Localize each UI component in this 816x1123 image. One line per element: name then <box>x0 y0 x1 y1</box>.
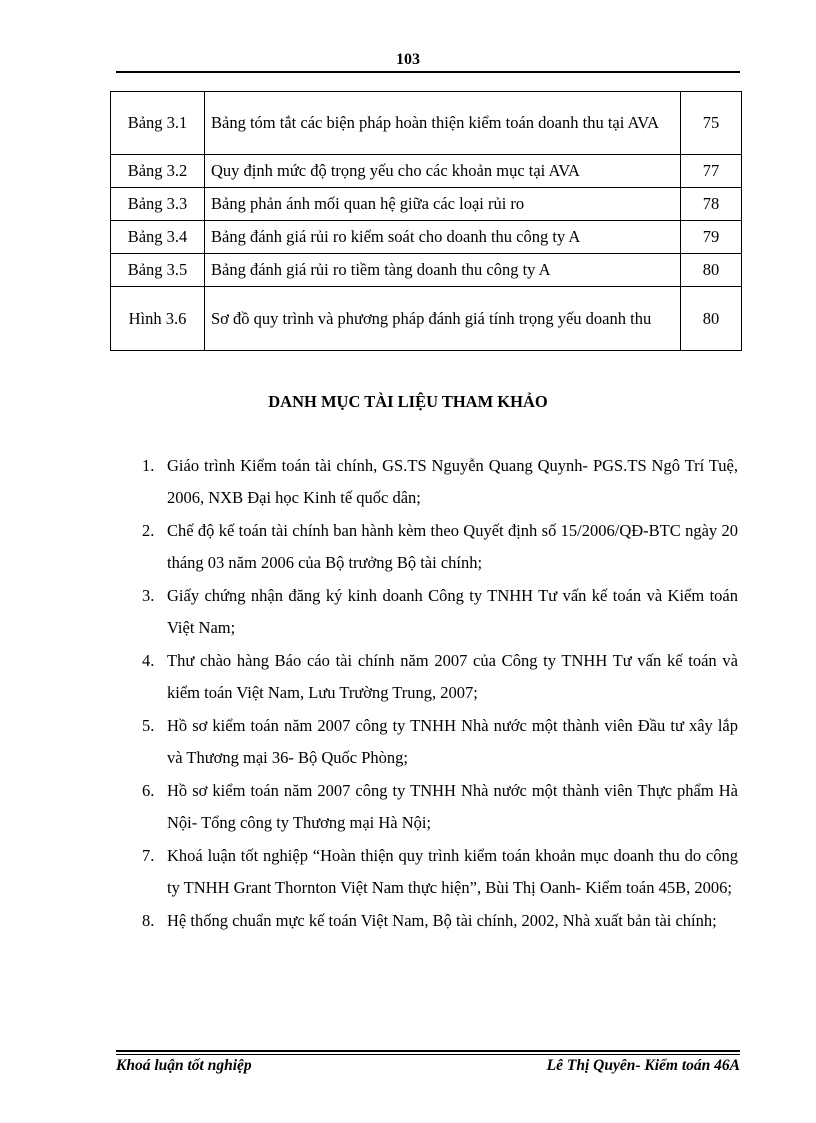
reference-text: Giáo trình Kiểm toán tài chính, GS.TS Nguyễn Quang Quynh- PGS.TS Ngô Trí Tuệ, 2006, NXB Đại học Kinh tế quốc dân; <box>167 456 738 507</box>
figure-label: Bảng 3.2 <box>111 155 205 188</box>
reference-text: Khoá luận tốt nghiệp “Hoàn thiện quy trình kiểm toán khoản mục doanh thu do công ty TNHH Grant Thornton Việt Nam thực hiện”, Bùi Thị Oanh- Kiểm toán 45B, 2006; <box>167 846 738 897</box>
reference-number: 7. <box>142 846 155 865</box>
reference-number: 3. <box>142 586 155 605</box>
figure-title: Bảng phản ánh mối quan hệ giữa các loại rủi ro <box>205 188 681 221</box>
reference-text: Giấy chứng nhận đăng ký kinh doanh Công ty TNHH Tư vấn kế toán và Kiểm toán Việt Nam; <box>167 586 738 637</box>
figure-page: 77 <box>681 155 742 188</box>
table-row <box>111 92 742 155</box>
figure-page: 80 <box>681 254 742 287</box>
table-row <box>111 287 742 351</box>
list-item <box>142 840 738 904</box>
references-heading: DANH MỤC TÀI LIỆU THAM KHẢO <box>268 392 548 411</box>
reference-number: 2. <box>142 521 155 540</box>
figure-title: Quy định mức độ trọng yếu cho các khoản mục tại AVA <box>205 155 681 188</box>
table-row <box>111 254 742 287</box>
reference-text: Thư chào hàng Báo cáo tài chính năm 2007 của Công ty TNHH Tư vấn kế toán và kiểm toán Việt Nam, Lưu Trường Trung, 2007; <box>167 651 738 702</box>
reference-number: 5. <box>142 716 155 735</box>
list-item <box>142 645 738 709</box>
figure-label: Hình 3.6 <box>111 287 205 351</box>
figure-title: Bảng đánh giá rủi ro tiềm tàng doanh thu công ty A <box>205 254 681 287</box>
reference-number: 8. <box>142 911 155 930</box>
figure-page: 80 <box>681 287 742 351</box>
figure-title: Sơ đồ quy trình và phương pháp đánh giá tính trọng yếu doanh thu <box>205 287 681 351</box>
figure-label: Bảng 3.5 <box>111 254 205 287</box>
reference-text: Hồ sơ kiểm toán năm 2007 công ty TNHH Nhà nước một thành viên Thực phẩm Hà Nội- Tổng công ty Thương mại Hà Nội; <box>167 781 738 832</box>
figures-table <box>110 91 742 351</box>
list-item <box>142 580 738 644</box>
footer-right-text: Lê Thị Quyên- Kiểm toán 46A <box>546 1057 740 1074</box>
figure-label: Bảng 3.1 <box>111 92 205 155</box>
list-item <box>142 515 738 579</box>
footer-left-text: Khoá luận tốt nghiệp <box>116 1057 252 1074</box>
list-item <box>142 450 738 514</box>
footer-rule <box>116 1050 740 1052</box>
table-row <box>111 155 742 188</box>
list-item <box>142 710 738 774</box>
figure-page: 79 <box>681 221 742 254</box>
reference-number: 1. <box>142 456 155 475</box>
figure-label: Bảng 3.3 <box>111 188 205 221</box>
figure-page: 75 <box>681 92 742 155</box>
page-number: 103 <box>396 51 420 68</box>
table-border-gap <box>376 351 438 357</box>
reference-number: 4. <box>142 651 155 670</box>
list-item <box>142 775 738 839</box>
figure-title: Bảng tóm tắt các biện pháp hoàn thiện kiểm toán doanh thu tại AVA <box>205 92 681 155</box>
header-rule <box>116 71 740 73</box>
references-list <box>142 450 738 938</box>
reference-text: Hồ sơ kiểm toán năm 2007 công ty TNHH Nhà nước một thành viên Đầu tư xây lắp và Thương mại 36- Bộ Quốc Phòng; <box>167 716 738 767</box>
table-row <box>111 188 742 221</box>
footer-rule-thin <box>116 1054 740 1055</box>
reference-number: 6. <box>142 781 155 800</box>
reference-text: Hệ thống chuẩn mực kế toán Việt Nam, Bộ tài chính, 2002, Nhà xuất bản tài chính; <box>167 911 717 930</box>
figure-label: Bảng 3.4 <box>111 221 205 254</box>
figure-title: Bảng đánh giá rủi ro kiểm soát cho doanh thu công ty A <box>205 221 681 254</box>
reference-text: Chế độ kế toán tài chính ban hành kèm theo Quyết định số 15/2006/QĐ-BTC ngày 20 tháng 03 năm 2006 của Bộ trưởng Bộ tài chính; <box>167 521 738 572</box>
list-item <box>142 905 738 937</box>
table-row <box>111 221 742 254</box>
figure-page: 78 <box>681 188 742 221</box>
